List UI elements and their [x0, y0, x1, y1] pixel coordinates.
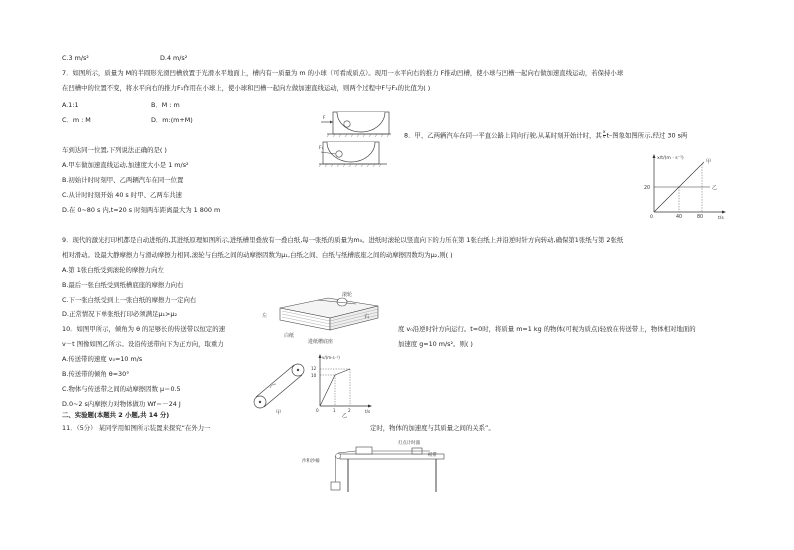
- q8-option-d: D.在 0~80 s 内,t=20 s 时刻两车距离最大为 1 800 m: [62, 206, 221, 214]
- q8-stem-text: 8．甲、乙两辆汽车在同一平直公路上同向行驶,从某时刻开始计时，其: [404, 131, 602, 140]
- q7-option-c: C．m : M: [62, 116, 91, 124]
- q7-groove-upper: [321, 112, 391, 137]
- q8-stem-line2: 车到达同一位置,下列说法正确的是( ): [62, 146, 167, 154]
- q10-origin: 0: [316, 408, 319, 413]
- q10-x-label: t/s: [365, 409, 371, 414]
- q8-ratio: $\frac{x}{t}$: [602, 130, 606, 140]
- q11-sand-bucket: [331, 482, 340, 490]
- q8-x-tick-40: 40: [676, 215, 683, 220]
- option-c-prev: C.3 m/s²: [62, 54, 89, 62]
- q10-y-tick-10: 10: [311, 373, 317, 378]
- q8-option-c: C.从计时时刻开始 40 s 时甲、乙两车共速: [62, 191, 182, 199]
- q9-paper-tray-figure: [258, 290, 390, 344]
- q7-ball-lower: [336, 151, 342, 157]
- q11-apparatus-figure: [300, 440, 450, 496]
- q10-option-c: C.物体与传送带之间的动摩擦因数 μ＝0.5: [62, 385, 181, 393]
- q10-x-tick-1: 1: [333, 408, 336, 413]
- q9-option-d: D.正常情况下单张纸打印必须满足μ₁>μ₂: [62, 310, 178, 318]
- q11-stem-part1: 11．（5分） 某同学用如图所示装置来探究“在外力一: [62, 424, 211, 432]
- q8-y-tick-20: 20: [644, 186, 651, 191]
- q9-label-right: 右: [364, 314, 370, 320]
- q10-option-d: D.0~2 s内摩擦力对物体做功 Wf＝－24 J: [62, 400, 181, 408]
- q9-label-base: 进纸槽底座: [308, 339, 334, 344]
- q10-belt-top: [256, 365, 294, 397]
- q9-stem-line2: 相对滑动。设最大静摩擦力与滑动摩擦力相同,滚轮与白纸之间的动摩擦因数为μ₁,白纸之间、白纸与纸槽底座之间的动摩擦因数均为μ₂,则( ): [62, 251, 453, 259]
- q10-y-label: v/(m·s⁻¹): [322, 355, 340, 360]
- q11-pulley: [336, 454, 341, 459]
- q11-stem-part2: 定时，物体的加速度与其质量之间的关系”。: [370, 424, 495, 432]
- q11-cart: [356, 447, 372, 454]
- q9-option-a: A.第 1张白纸受到滚轮的摩擦力向左: [62, 266, 164, 274]
- q8-x-label: t/s: [718, 216, 724, 221]
- q8-stem-line1: 8．甲、乙两辆汽车在同一平直公路上同向行驶,从某时刻开始计时，其 $\frac{x}{t}$ t–图象如图所示,经过 30 s两: [404, 130, 688, 140]
- q11-label-tape: 纸带: [428, 453, 437, 458]
- q10-vt-graph: [310, 352, 376, 418]
- q8-xt-graph: [640, 150, 730, 222]
- q8-x-tick-80: 80: [697, 215, 704, 220]
- option-d-prev: D.4 m/s²: [160, 54, 188, 62]
- q7-ball-upper: [344, 121, 350, 127]
- q8-y-label: x/t/(m · s⁻¹): [657, 156, 684, 161]
- q8-label-yi: 乙: [712, 185, 718, 191]
- q9-label-paper: 白纸: [284, 333, 295, 339]
- q7-label-f1: F₁: [319, 146, 324, 151]
- q10-segment-2: [335, 369, 350, 375]
- q10-stem-line2b: 加速度 g=10 m/s²。则( ): [398, 340, 473, 348]
- q7-option-b: B．M : m: [151, 101, 180, 109]
- q10-option-b: B.传送带的倾角 θ=30°: [62, 370, 130, 378]
- q9-label-left: 左: [262, 313, 268, 319]
- q10-x-tick-2: 2: [348, 408, 351, 413]
- q10-stem-line2a: v－t 图像如图乙所示。设沿传送带向下为正方向，取重力: [62, 340, 224, 348]
- q10-conveyor-figure: [246, 358, 314, 416]
- q10-stem-part2: 度 v₀沿逆时针方向运行。t=0时，将质量 m=1 kg 的物体(可视为质点)轻放在传送带上，物体相对地面的: [398, 325, 696, 333]
- q10-label-jia: 甲: [276, 410, 282, 416]
- q7-groove-lower: [319, 142, 387, 167]
- q7-groove-figure: [317, 108, 395, 170]
- q7-stem-line1: 7．如图所示，质量为 M的半圆形光滑凹槽放置于光滑水平地面上，槽内有一质量为 m 的小球（可看成质点）。现用一水平向右的推力 F推动凹槽，使小球与凹槽一起向右做加速直线运动，若保持小球: [62, 69, 624, 77]
- q10-stem-part1: 10．如图甲所示，倾角为 θ 的足够长的传送带以恒定的速: [62, 325, 226, 333]
- q11-label-bucket: 沙和沙桶: [302, 459, 320, 464]
- q10-y-tick-12: 12: [311, 366, 317, 371]
- q10-option-a: A.传送带的速度 v₀=10 m/s: [62, 355, 143, 363]
- q9-option-b: B.最后一张白纸受到纸槽底座的摩擦力向右: [62, 281, 184, 289]
- q10-label-yi: 乙: [342, 413, 348, 418]
- q11-label-timer: 打点计时器: [398, 441, 420, 446]
- q9-stem-line1: 9．现代的激光打印机都是自动进纸的,其进纸原理如图所示,进纸槽里叠放有一叠白纸,每一张纸的质量为m₀。进纸时滚轮以竖直向下的力压在第 1张白纸上并沿逆时针方向转动,确保第1张纸与第 2张纸: [62, 236, 624, 244]
- q10-belt-bottom: [264, 375, 302, 407]
- section2-title: 二、实验题(本题共 2 小题,共 14 分): [62, 411, 170, 419]
- q7-label-f: F: [323, 116, 326, 121]
- q10-segment-1: [320, 375, 335, 406]
- q8-label-jia: 甲: [706, 159, 712, 165]
- q8-origin: 0: [650, 215, 653, 220]
- q8-option-a: A.甲车做加速直线运动,加速度大小是 1 m/s²: [62, 161, 189, 169]
- q9-option-c: C.下一张白纸受到上一张白纸的摩擦力一定向右: [62, 296, 197, 304]
- q7-stem-line2: 在凹槽中的位置不变，将水平向右的推力F₁作用在小球上，使小球和凹槽一起向左做加速直线运动，则两个过程中F与F₁的比值为( ): [62, 84, 431, 92]
- q7-option-d: D．m:(m+M): [151, 116, 193, 124]
- q9-label-roller: 滚轮: [342, 292, 353, 298]
- q7-option-a: A.1:1: [62, 101, 79, 109]
- q8-option-b: B.初始计时时刻甲、乙两辆汽车在同一位置: [62, 176, 184, 184]
